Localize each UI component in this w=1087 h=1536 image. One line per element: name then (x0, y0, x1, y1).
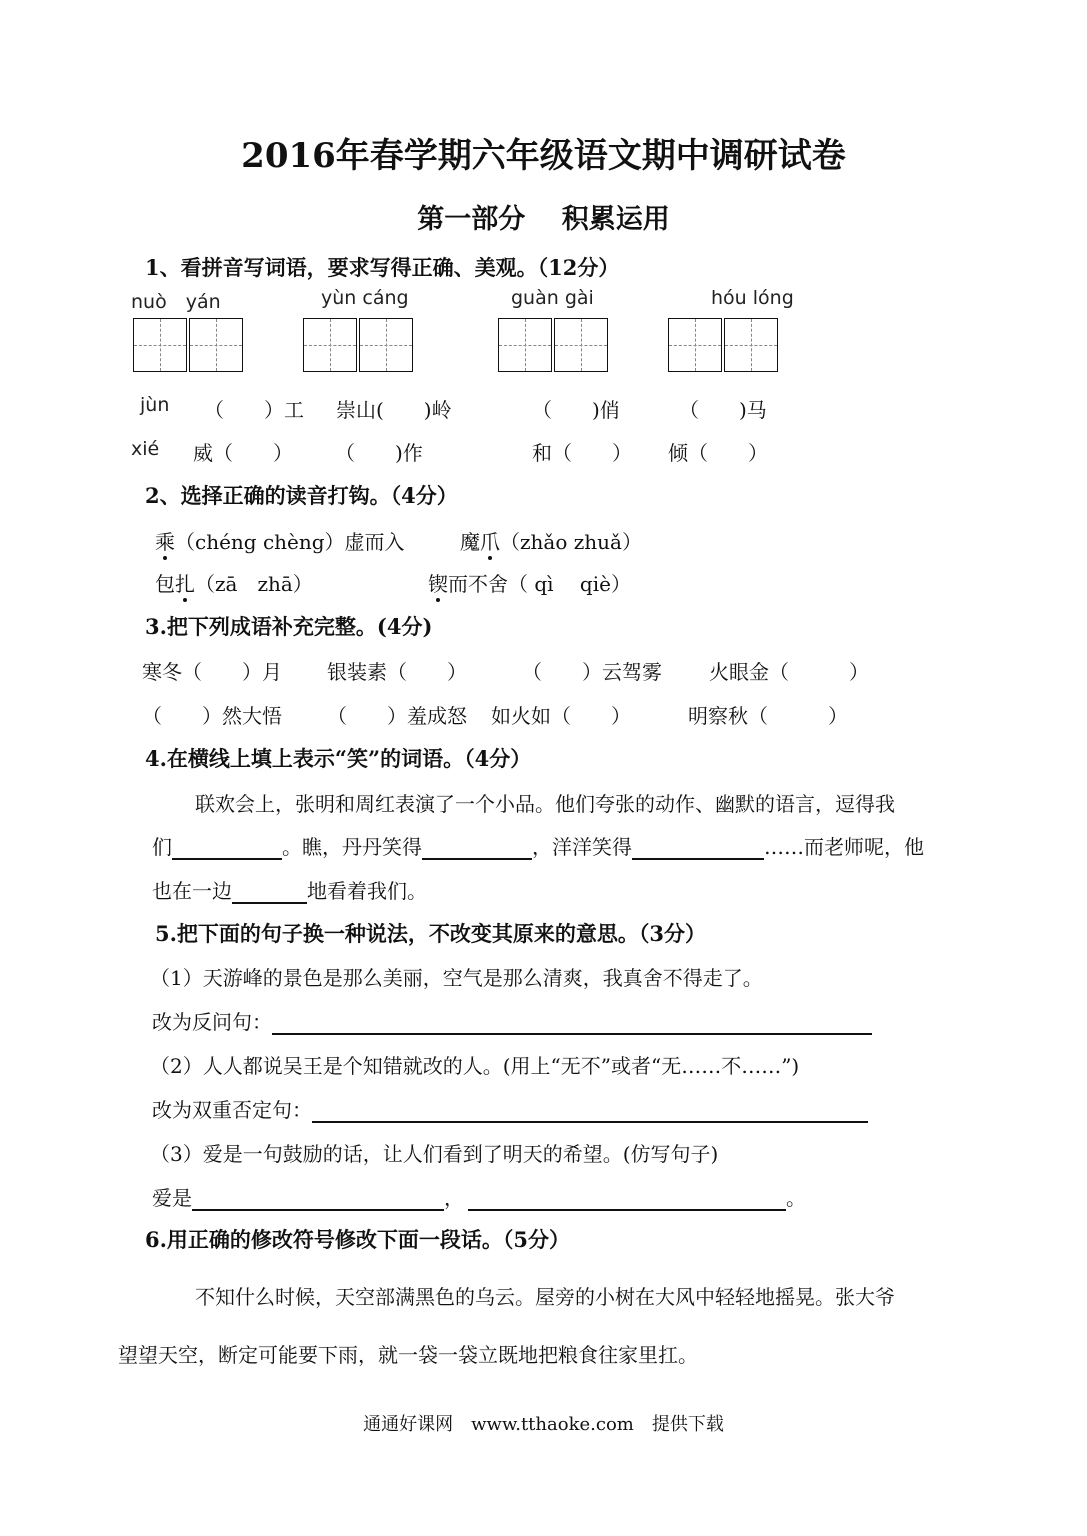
q5-answer-line (152, 1006, 872, 1035)
q1-row2-pinyin: jùn (140, 394, 170, 416)
q2-item (460, 526, 642, 555)
q4-paragraph-line: 联欢会上，张明和周红表演了一个小品。他们夸张的动作、幽默的语言，逗得我 (195, 792, 895, 816)
q1-heading: 1、看拼音写词语，要求写得正确、美观。（12分） (145, 255, 620, 280)
q2-dotted-char: 扎 (175, 572, 195, 596)
q1-writing-grid-2[interactable] (303, 318, 413, 372)
q5-text: 。 (786, 1186, 806, 1210)
footer: 通通好课网 www.tthaoke.com 提供下载 (363, 1414, 724, 1435)
q2-dotted-char: 锲 (428, 572, 448, 596)
q3-idiom: 如火如（ ） (491, 704, 631, 728)
q5-answer-line (152, 1094, 868, 1123)
q2-item (155, 526, 405, 555)
q2-item-pre: 魔 (460, 530, 480, 554)
q3-idiom: 火眼金（ ） (709, 660, 869, 684)
q2-item-text: 而不舍（ qì qiè） (448, 572, 631, 596)
q5-label: 爱是 (152, 1186, 192, 1210)
q2-item (428, 568, 631, 597)
q2-dotted-char: 爪 (480, 530, 500, 554)
q1-row3-item: 和（ ） (532, 441, 632, 465)
part-heading: 第一部分 积累运用 (417, 204, 670, 235)
q5-sentence-3: （3）爱是一句鼓励的话，让人们看到了明天的希望。(仿写句子) (150, 1142, 719, 1166)
q1-writing-grid-4[interactable] (668, 318, 778, 372)
q6-paragraph-line: 望望天空，断定可能要下雨，就一袋一袋立既地把粮食往家里扛。 (118, 1343, 698, 1367)
q4-text: 。瞧，丹丹笑得 (282, 835, 422, 859)
q1-row3-pinyin: xié (131, 438, 160, 460)
q1-row3-item: （ )作 (335, 441, 423, 465)
q2-dotted-char: 乘 (155, 530, 175, 554)
q2-item (155, 568, 313, 597)
q4-blank-4[interactable] (232, 878, 307, 904)
q5-answer-blank-2[interactable] (312, 1097, 868, 1123)
q1-row2-item: （ )马 (679, 398, 767, 422)
q1-row3-item: 倾（ ） (668, 441, 768, 465)
q1-row2-item: （ )俏 (532, 398, 620, 422)
q5-label: 改为双重否定句： (152, 1098, 312, 1122)
q2-item-text: （zhǎo zhuǎ） (500, 530, 642, 554)
q5-answer-blank-1[interactable] (272, 1009, 872, 1035)
page-title: 2016年春学期六年级语文期中调研试卷 (241, 136, 846, 176)
q2-item-text: （zā zhā） (195, 572, 313, 596)
q1-pinyin-2: yùn cáng (321, 287, 409, 309)
q4-text: ，洋洋笑得 (532, 835, 632, 859)
q5-answer-blank-4[interactable] (468, 1185, 786, 1211)
q4-paragraph-line (152, 831, 924, 860)
q3-heading: 3.把下列成语补充完整。(4分) (145, 614, 433, 639)
q3-idiom: 寒冬（ ）月 (142, 660, 282, 684)
q5-sentence-1: （1）天游峰的景色是那么美丽，空气是那么清爽，我真舍不得走了。 (150, 966, 763, 990)
q5-answer-line (152, 1182, 806, 1211)
q1-pinyin-3: guàn gài (511, 287, 594, 309)
q1-row2-item: （ ）工 (204, 398, 304, 422)
q1-row2-item: 崇山( )岭 (336, 398, 452, 422)
q4-text: 也在一边 (152, 879, 232, 903)
q3-idiom: （ ）云驾雾 (522, 660, 662, 684)
q2-heading: 2、选择正确的读音打钩。（4分） (145, 483, 458, 508)
q4-heading: 4.在横线上填上表示“笑”的词语。（4分） (145, 746, 532, 771)
q1-writing-grid-3[interactable] (498, 318, 608, 372)
q5-heading: 5.把下面的句子换一种说法，不改变其原来的意思。（3分） (155, 921, 707, 946)
q5-answer-blank-3[interactable] (192, 1185, 444, 1211)
q1-pinyin-1: nuò yán (131, 291, 221, 313)
q4-text: 地看着我们。 (307, 879, 427, 903)
q2-item-pre: 包 (155, 572, 175, 596)
q5-sentence-2: （2）人人都说吴王是个知错就改的人。(用上“无不”或者“无……不……”) (150, 1054, 800, 1078)
q6-heading: 6.用正确的修改符号修改下面一段话。（5分） (145, 1227, 571, 1252)
q4-paragraph-line (152, 875, 427, 904)
q6-paragraph-line: 不知什么时候，天空部满黑色的乌云。屋旁的小树在大风中轻轻地摇晃。张大爷 (195, 1285, 895, 1309)
q1-pinyin-4: hóu lóng (711, 287, 794, 309)
q4-text: ……而老师呢，他 (764, 835, 924, 859)
q1-writing-grid-1[interactable] (133, 318, 243, 372)
q4-blank-2[interactable] (422, 834, 532, 860)
q3-idiom: 银装素（ ） (327, 660, 467, 684)
q3-idiom: （ ）羞成怒 (327, 704, 467, 728)
q5-label: 改为反问句： (152, 1010, 272, 1034)
q4-text: 们 (152, 835, 172, 859)
q3-idiom: 明察秋（ ） (688, 704, 848, 728)
q4-blank-1[interactable] (172, 834, 282, 860)
q5-text: ， (444, 1186, 464, 1210)
q3-idiom: （ ）然大悟 (142, 704, 282, 728)
q4-blank-3[interactable] (632, 834, 764, 860)
q1-row3-item: 威（ ） (193, 441, 293, 465)
q2-item-text: （chéng chèng）虚而入 (175, 530, 405, 554)
